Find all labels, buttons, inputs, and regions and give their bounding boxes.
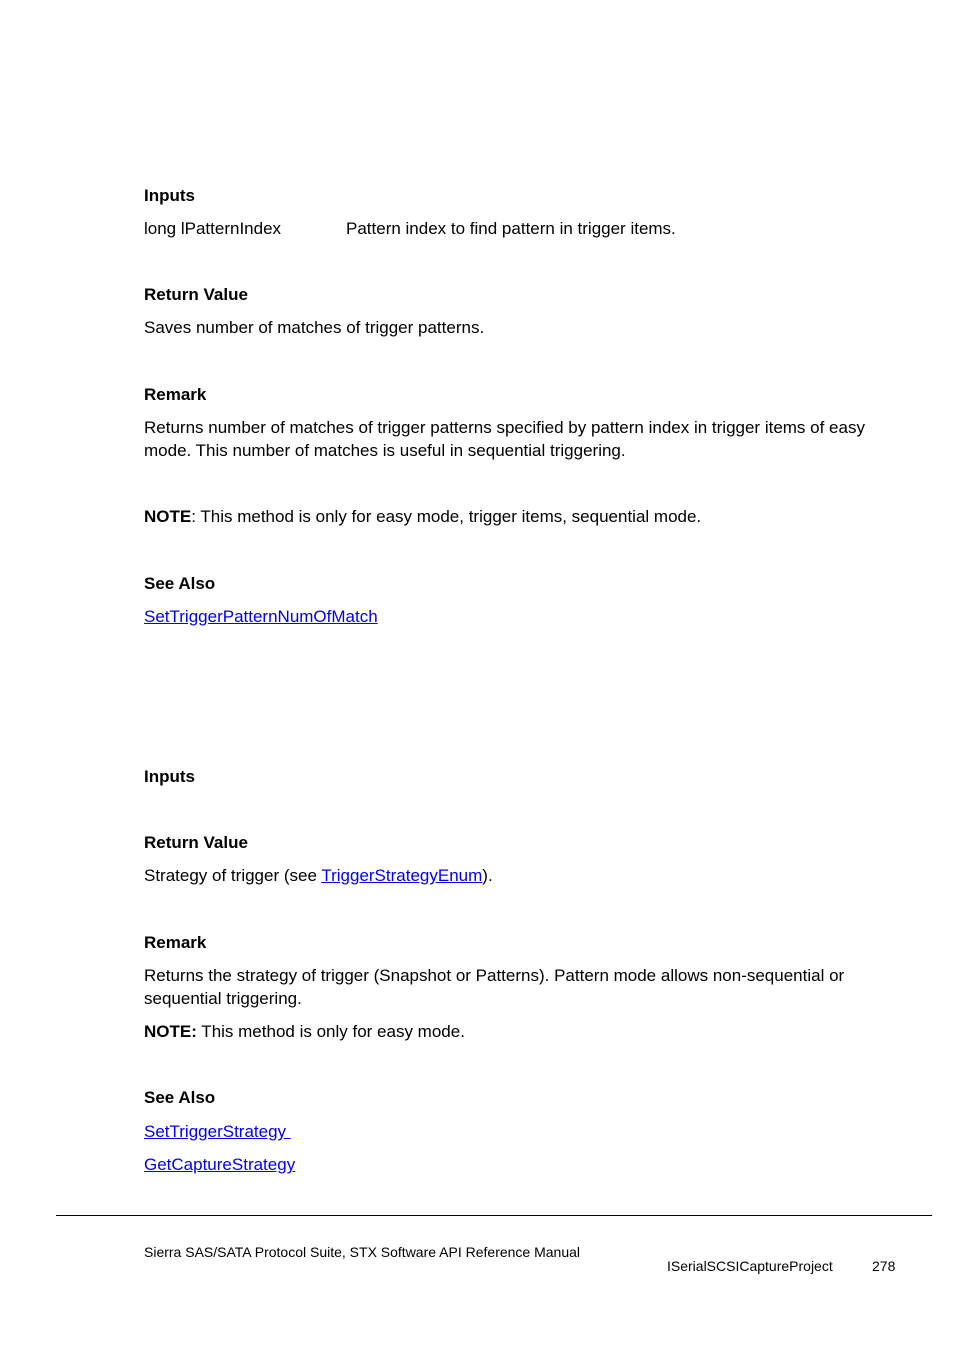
note-paragraph bbox=[144, 1020, 465, 1043]
note-label: NOTE bbox=[144, 507, 192, 526]
inputs-heading: Inputs bbox=[144, 767, 195, 786]
note-text: This method is only for easy mode. bbox=[196, 1022, 465, 1041]
inputs-heading: Inputs bbox=[144, 186, 195, 205]
param-name: long lPatternIndex bbox=[144, 219, 282, 238]
remark-text: Returns number of matches of trigger patterns specified by pattern index in trigger items of easy mode. This number of matches is useful in sequential triggering. bbox=[144, 418, 865, 460]
return-value-prefix: Strategy of trigger (see bbox=[144, 866, 322, 885]
note-label: NOTE: bbox=[144, 1022, 197, 1041]
see-also-link-set-trigger-strategy[interactable]: SetTriggerStrategy bbox=[144, 1122, 291, 1141]
footer-page-number: 278 bbox=[872, 1258, 896, 1274]
remark-text: Returns the strategy of trigger (Snapshot or Patterns). Pattern mode allows non-sequential or sequential triggering. bbox=[144, 966, 845, 1008]
see-also-heading: See Also bbox=[144, 1088, 216, 1107]
return-value-text bbox=[144, 864, 493, 887]
see-also-heading: See Also bbox=[144, 574, 216, 593]
return-value-heading: Return Value bbox=[144, 285, 248, 304]
return-value-text: Saves number of matches of trigger patterns. bbox=[144, 318, 485, 337]
param-description: Pattern index to find pattern in trigger items. bbox=[346, 219, 676, 238]
footer-divider bbox=[56, 1215, 932, 1216]
see-also-link-set-trigger-pattern-num-of-match[interactable]: SetTriggerPatternNumOfMatch bbox=[144, 607, 378, 626]
remark-heading: Remark bbox=[144, 385, 207, 404]
note-text: : This method is only for easy mode, trigger items, sequential mode. bbox=[191, 507, 702, 526]
return-value-heading: Return Value bbox=[144, 833, 248, 852]
see-also-link-get-capture-strategy[interactable]: GetCaptureStrategy bbox=[144, 1155, 296, 1174]
footer-manual-title: Sierra SAS/SATA Protocol Suite, STX Software API Reference Manual bbox=[144, 1244, 581, 1260]
note-paragraph bbox=[144, 505, 701, 528]
trigger-strategy-enum-link[interactable]: TriggerStrategyEnum bbox=[321, 866, 483, 885]
footer-section-name: ISerialSCSICaptureProject bbox=[667, 1258, 833, 1274]
return-value-suffix: ). bbox=[482, 866, 493, 885]
remark-heading: Remark bbox=[144, 933, 207, 952]
